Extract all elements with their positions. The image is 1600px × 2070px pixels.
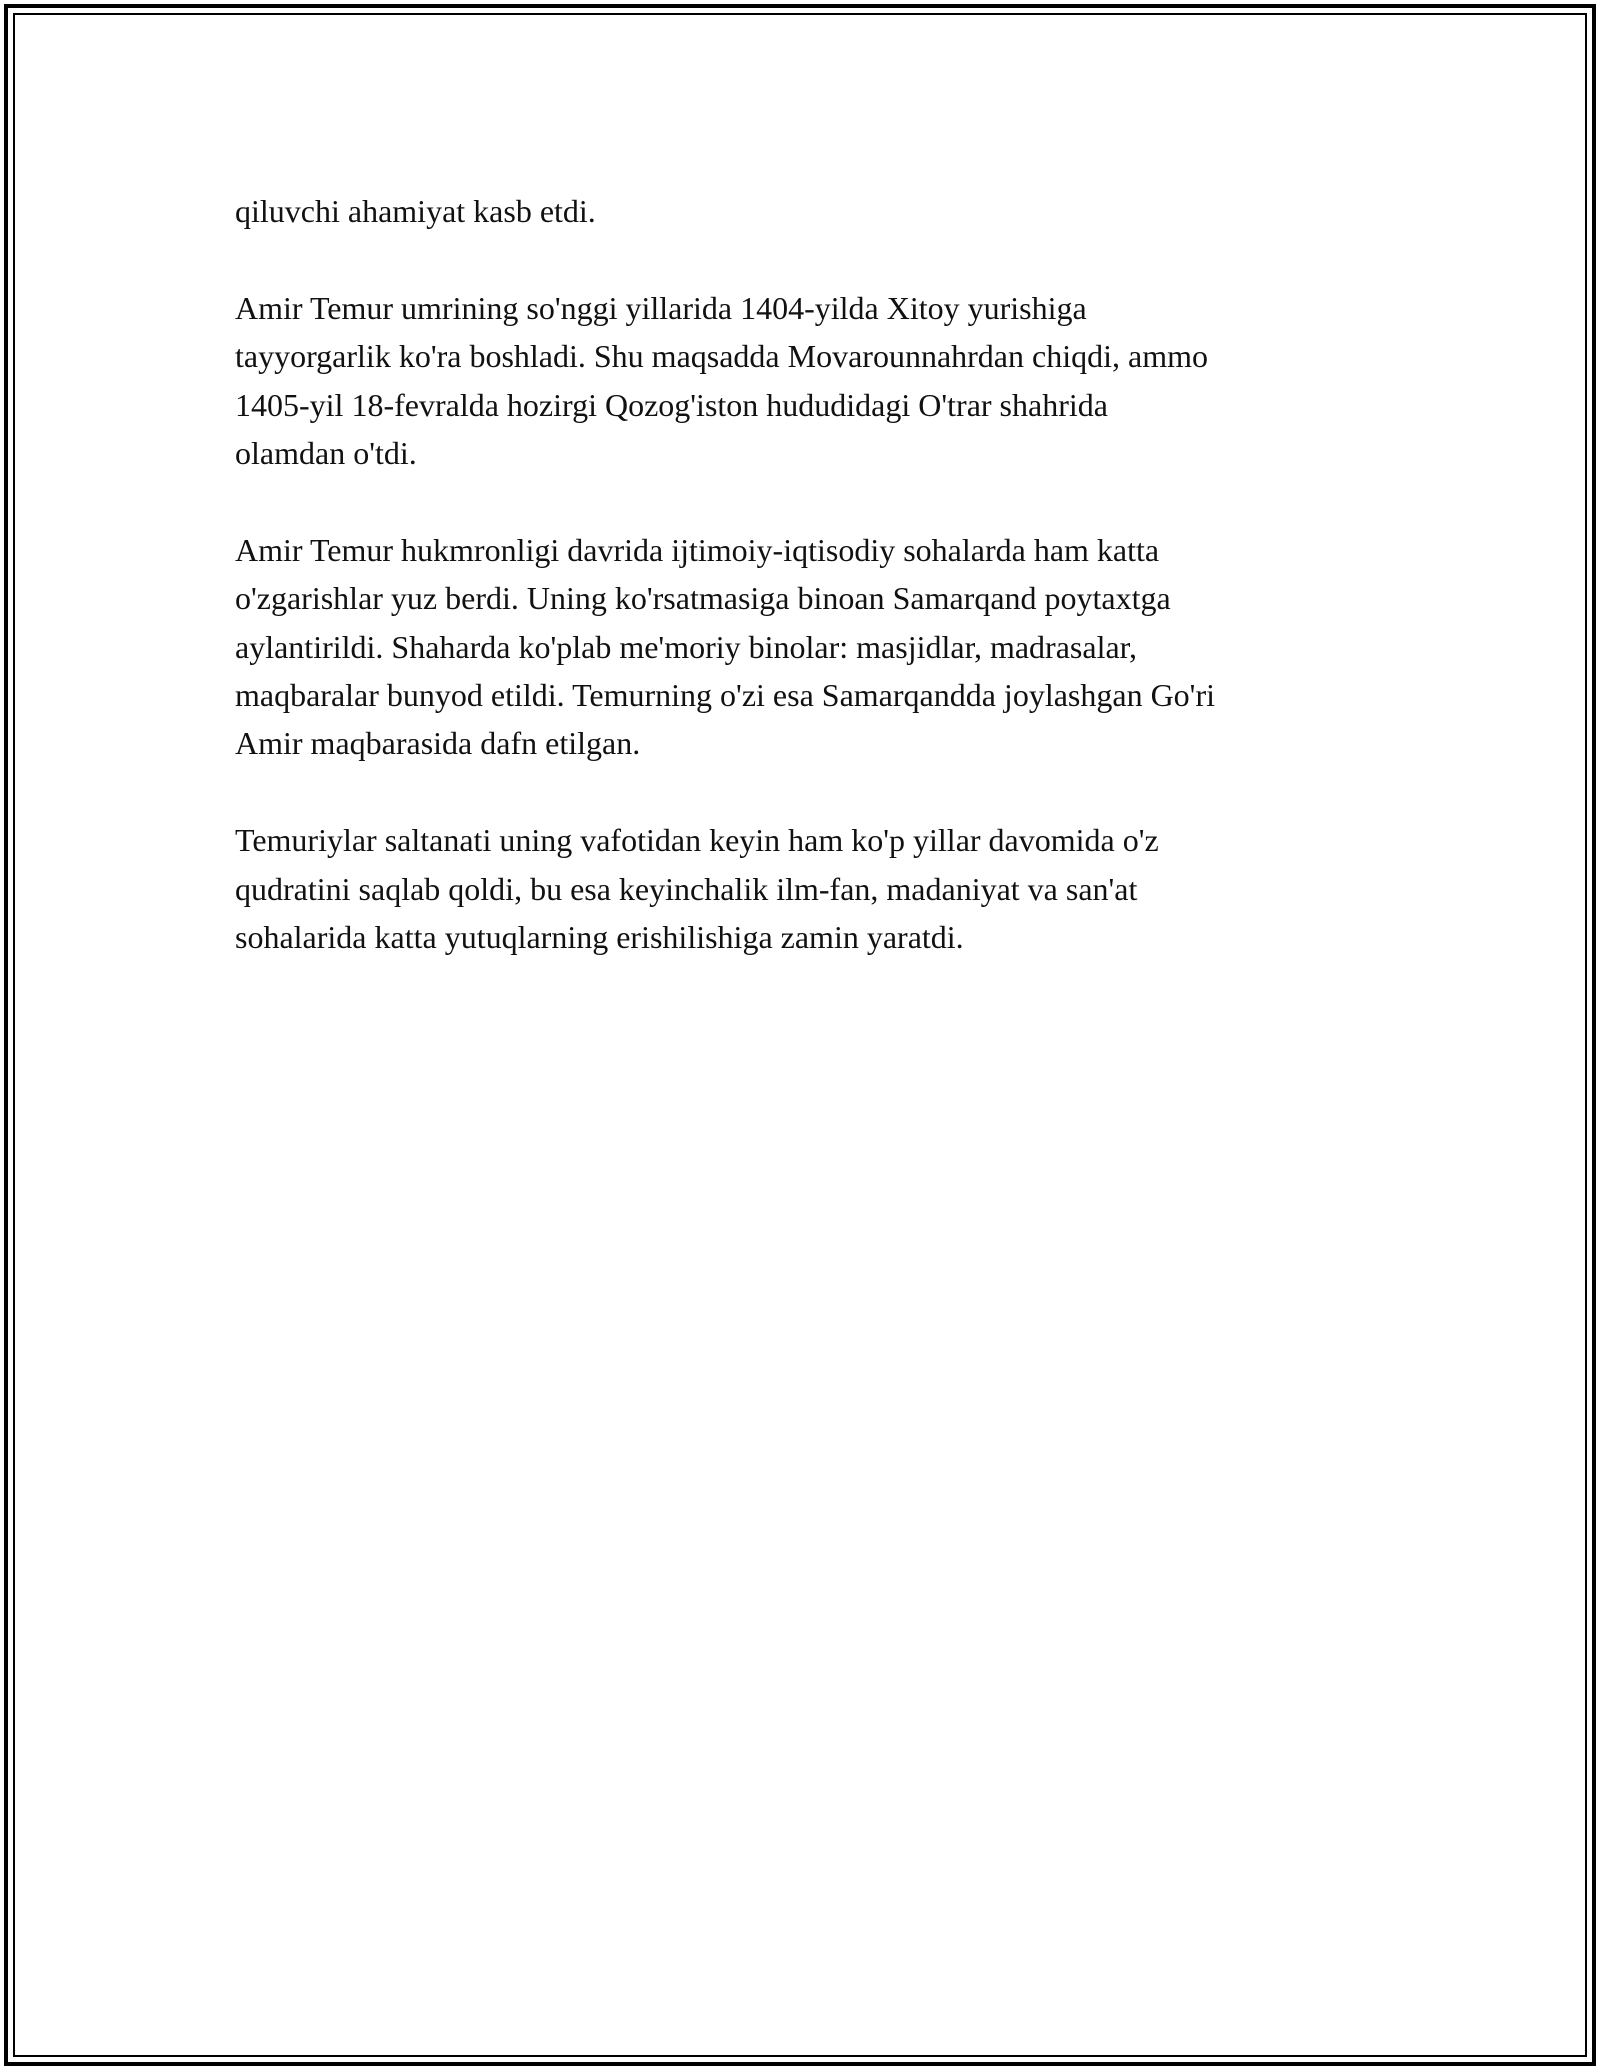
text-line: sohalarida katta yutuqlarning erishilishiga zamin yaratdi. bbox=[235, 919, 964, 956]
document-body bbox=[235, 187, 1375, 1010]
text-line: maqbaralar bunyod etildi. Temurning o'zi esa Samarqandda joylashgan Go'ri bbox=[235, 677, 1215, 714]
paragraph-1 bbox=[235, 187, 1375, 235]
text-line: Temuriylar saltanati uning vafotidan keyin ham ko'p yillar davomida o'z bbox=[235, 822, 1159, 859]
text-line: Amir Temur hukmronligi davrida ijtimoiy-iqtisodiy sohalarda ham katta bbox=[235, 531, 1160, 568]
paragraph-3 bbox=[235, 526, 1375, 768]
text-line: olamdan o'tdi. bbox=[235, 435, 417, 472]
text-line: qudratini saqlab qoldi, bu esa keyinchalik ilm-fan, madaniyat va san'at bbox=[235, 870, 1138, 907]
text-line: o'zgarishlar yuz berdi. Uning ko'rsatmasiga binoan Samarqand poytaxtga bbox=[235, 580, 1171, 617]
text-line: aylantirildi. Shaharda ko'plab me'moriy binolar: masjidlar, madrasalar, bbox=[235, 628, 1138, 665]
text-line: Amir maqbarasida dafn etilgan. bbox=[235, 725, 641, 762]
text-line: 1405-yil 18-fevralda hozirgi Qozog'iston hududidagi O'trar shahrida bbox=[235, 386, 1108, 423]
text-line: Amir Temur umrining so'nggi yillarida 1404-yilda Xitoy yurishiga bbox=[235, 289, 1087, 326]
paragraph-2 bbox=[235, 284, 1375, 478]
text-line: tayyorgarlik ko'ra boshladi. Shu maqsadda Movarounnahrdan chiqdi, ammo bbox=[235, 338, 1208, 375]
paragraph-4 bbox=[235, 816, 1375, 961]
text-line: qiluvchi ahamiyat kasb etdi. bbox=[235, 193, 596, 229]
